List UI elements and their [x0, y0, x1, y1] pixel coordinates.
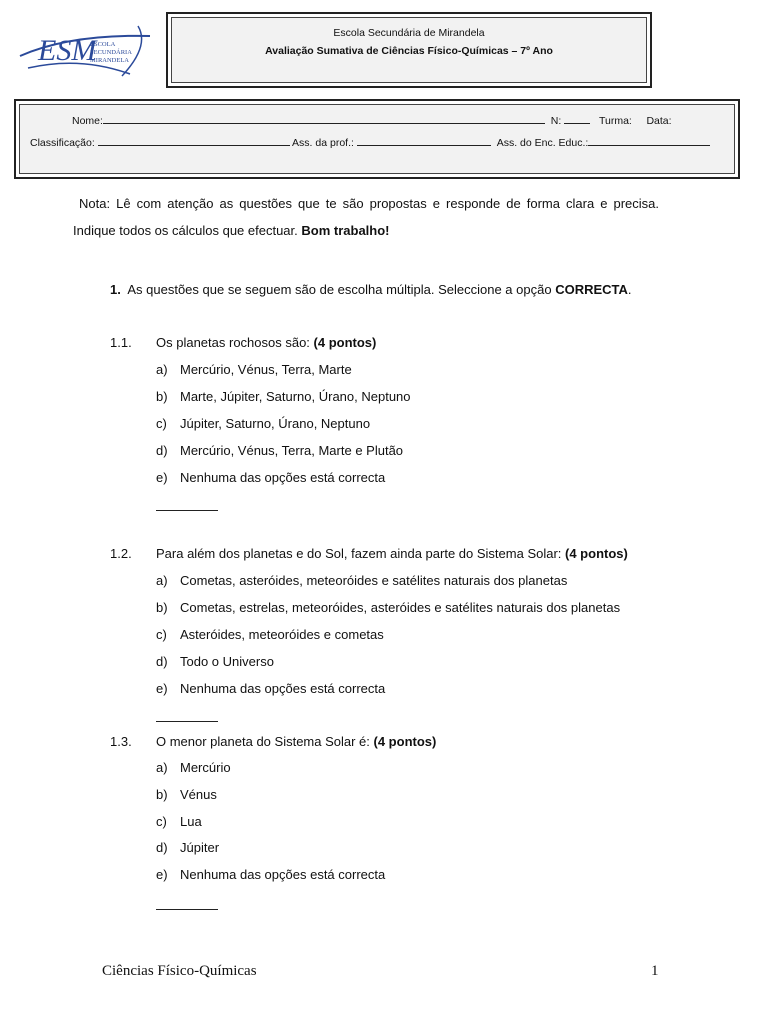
note-bold: Bom trabalho!: [301, 223, 390, 238]
option-item: [156, 787, 217, 802]
option-letter: d): [156, 840, 168, 855]
option-letter: a): [156, 760, 168, 775]
question-1-1: [110, 335, 376, 350]
svg-text:SECUNDÁRIA: SECUNDÁRIA: [90, 49, 132, 56]
question-text: O menor planeta do Sistema Solar é:: [156, 734, 374, 749]
question-points: (4 pontos): [373, 734, 437, 749]
turma-label: Turma:: [598, 115, 632, 127]
page-number: 1: [651, 963, 659, 979]
option-item: [156, 681, 385, 696]
option-letter: e): [156, 867, 168, 882]
student-info-inner: [19, 104, 735, 174]
option-letter: a): [156, 573, 168, 588]
svg-text:ESM: ESM: [38, 34, 97, 67]
option-text: Nenhuma das opções está correcta: [180, 867, 386, 882]
header-box: [166, 12, 652, 88]
nome-field[interactable]: [103, 112, 545, 124]
option-item: [156, 600, 620, 615]
option-text: Mercúrio, Vénus, Terra, Marte e Plutão: [180, 443, 404, 458]
school-logo: [10, 16, 160, 82]
school-name: Escola Secundária de Mirandela: [333, 27, 485, 39]
section-1-heading: [110, 282, 632, 297]
option-text: Nenhuma das opções está correcta: [180, 681, 386, 696]
instructions-note: [73, 190, 659, 244]
option-text: Lua: [180, 814, 202, 829]
info-row-2: [30, 134, 710, 149]
option-text: Júpiter, Saturno, Úrano, Neptuno: [180, 416, 371, 431]
option-text: Mercúrio, Vénus, Terra, Marte: [180, 362, 352, 377]
question-number: 1.2.: [110, 546, 132, 561]
option-item: [156, 840, 219, 855]
ass-prof-field[interactable]: [357, 134, 491, 146]
section-bold: CORRECTA: [555, 282, 628, 297]
option-text: Asteróides, meteoróides e cometas: [180, 627, 384, 642]
option-item: [156, 416, 370, 431]
numero-label: N:: [550, 115, 562, 127]
option-letter: c): [156, 627, 167, 642]
option-letter: b): [156, 600, 168, 615]
question-points: (4 pontos): [565, 546, 628, 561]
header-inner: [171, 17, 647, 83]
question-points: (4 pontos): [313, 335, 377, 350]
option-letter: e): [156, 470, 168, 485]
option-item: [156, 443, 403, 458]
option-item: [156, 760, 231, 775]
option-letter: a): [156, 362, 168, 377]
footer-subject: Ciências Físico-Químicas: [102, 963, 257, 979]
option-letter: b): [156, 787, 168, 802]
question-number: 1.1.: [110, 335, 132, 350]
ass-prof-label: Ass. da prof.:: [292, 137, 354, 149]
option-letter: b): [156, 389, 168, 404]
numero-field[interactable]: [564, 112, 590, 124]
data-label: Data:: [646, 115, 672, 127]
section-text: As questões que se seguem são de escolha múltipla. Seleccione a opção: [127, 282, 556, 297]
question-1-3: [110, 734, 436, 749]
svg-text:MIRANDELA: MIRANDELA: [90, 57, 129, 64]
question-1-2: [110, 546, 628, 561]
option-item: [156, 814, 202, 829]
ass-enc-label: Ass. do Enc. Educ.:: [496, 137, 589, 149]
question-text: Para além dos planetas e do Sol, fazem ainda parte do Sistema Solar:: [156, 546, 566, 561]
exam-title: Avaliação Sumativa de Ciências Físico-Químicas – 7º Ano: [265, 45, 553, 57]
answer-line[interactable]: [156, 720, 218, 722]
svg-text:ESCOLA: ESCOLA: [90, 41, 116, 48]
answer-line[interactable]: [156, 509, 218, 511]
option-text: Nenhuma das opções está correcta: [180, 470, 386, 485]
option-text: Cometas, asteróides, meteoróides e satélites naturais dos planetas: [180, 573, 568, 588]
info-row-1: [72, 112, 672, 127]
classificacao-field[interactable]: [98, 134, 290, 146]
student-info-box: [14, 99, 740, 179]
option-item: [156, 627, 384, 642]
option-text: Todo o Universo: [180, 654, 274, 669]
option-text: Vénus: [180, 787, 217, 802]
section-end: .: [627, 282, 632, 297]
option-letter: d): [156, 443, 168, 458]
option-text: Marte, Júpiter, Saturno, Úrano, Neptuno: [180, 389, 411, 404]
question-text: Os planetas rochosos são:: [156, 335, 314, 350]
note-text: Nota: Lê com atenção as questões que te são propostas e responde de forma clara e precisa. Indique todos os cálculos que efectuar.: [73, 196, 659, 238]
classificacao-label: Classificação:: [30, 137, 95, 149]
option-item: [156, 470, 385, 485]
ass-enc-field[interactable]: [588, 134, 710, 146]
option-item: [156, 362, 352, 377]
option-letter: c): [156, 416, 167, 431]
option-letter: c): [156, 814, 167, 829]
option-item: [156, 867, 385, 882]
question-number: 1.3.: [110, 734, 132, 749]
section-number: 1.: [110, 282, 121, 297]
option-letter: e): [156, 681, 168, 696]
nome-label: Nome:: [72, 115, 103, 127]
option-text: Mercúrio: [180, 760, 231, 775]
option-item: [156, 389, 411, 404]
option-text: Cometas, estrelas, meteoróides, asteróides e satélites naturais dos planetas: [180, 600, 621, 615]
option-item: [156, 573, 567, 588]
option-letter: d): [156, 654, 168, 669]
option-item: [156, 654, 274, 669]
answer-line[interactable]: [156, 908, 218, 910]
option-text: Júpiter: [180, 840, 220, 855]
